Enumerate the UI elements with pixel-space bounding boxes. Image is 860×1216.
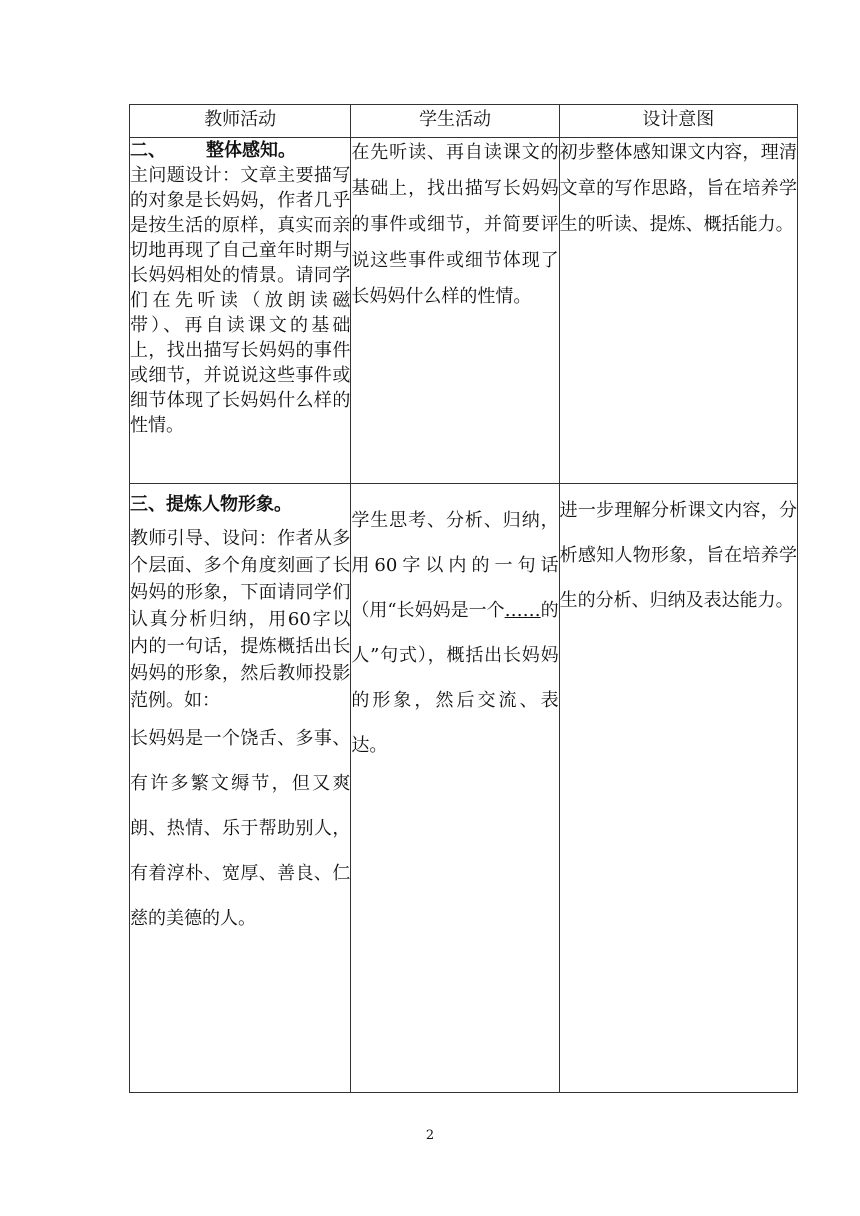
table-header-row <box>130 105 798 138</box>
student-activity-cell <box>351 138 559 484</box>
ellipsis-placeholder: …… <box>504 600 541 621</box>
header-student-activity: 学生活动 <box>351 105 559 138</box>
design-intent-cell <box>559 138 797 484</box>
header-teacher-activity: 教师活动 <box>130 105 351 138</box>
teacher-activity-text: 教师引导、设问：作者从多个层面、多个角度刻画了长妈妈的形象，下面请同学们认真分析归纳，用60字以内的一句话，提炼概括出长妈妈的形象，然后教师投影范例。如： <box>130 528 351 711</box>
student-activity-text: 学生思考、分析、归纳，用60字以内的一句话（用“长妈妈是一个……的人”句式），概括出长妈妈的形象，然后交流、表达。 <box>351 510 559 756</box>
section-title: 整体感知。 <box>206 140 296 161</box>
student-activity-cell <box>351 484 559 1093</box>
header-design-intent: 设计意图 <box>559 105 797 138</box>
lesson-plan-table <box>129 104 798 1093</box>
design-intent-text: 进一步理解分析课文内容，分析感知人物形象，旨在培养学生的分析、归纳及表达能力。 <box>559 500 797 611</box>
section-heading <box>130 138 350 163</box>
example-portrait-text: 长妈妈是一个饶舌、多事、有许多繁文缛节，但又爽朗、热情、乐于帮助别人，有着淳朴、宽厚、善良、仁慈的美德的人。 <box>130 728 351 929</box>
teacher-activity-cell <box>130 138 351 484</box>
page-number: 2 <box>425 1128 435 1143</box>
section-heading: 三、提炼人物形象。 <box>130 494 292 515</box>
table-row <box>130 484 798 1093</box>
teacher-activity-text: 主问题设计：文章主要描写的对象是长妈妈，作者几乎是按生活的原样，真实而亲切地再现了自己童年时期与长妈妈相处的情景。请同学们在先听读（放朗读磁带）、再自读课文的基础上，找出描写长妈妈的事件或细节，并说说这些事件或细节体现了长妈妈什么样的性情。 <box>130 165 351 436</box>
design-intent-cell <box>559 484 797 1093</box>
teacher-activity-cell <box>130 484 351 1093</box>
table-row <box>130 138 798 484</box>
section-number: 二、 <box>130 140 166 161</box>
design-intent-text: 初步整体感知课文内容，理清文章的写作思路，旨在培养学生的听读、提炼、概括能力。 <box>559 142 797 235</box>
student-activity-text: 在先听读、再自读课文的基础上，找出描写长妈妈的事件或细节，并简要评说这些事件或细节体现了长妈妈什么样的性情。 <box>351 142 559 307</box>
